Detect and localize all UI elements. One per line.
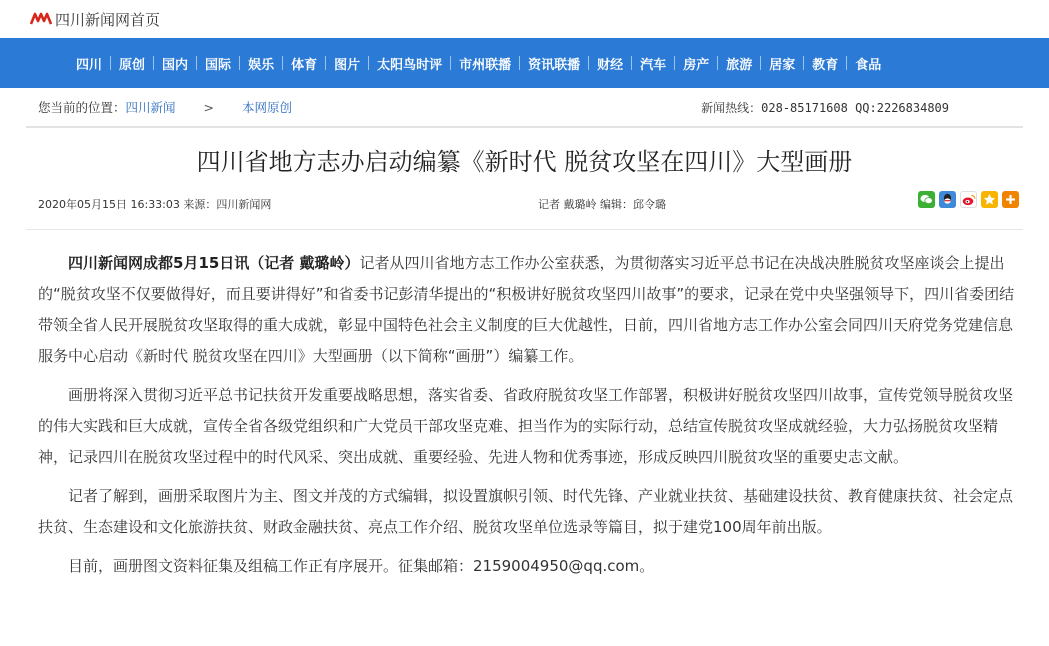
breadcrumb-bar (26, 88, 1023, 128)
nav-item-sports[interactable]: 体育 (291, 57, 318, 73)
publish-info: 2020年05月15日 16:33:03 来源：四川新闻网 (38, 198, 272, 211)
weibo-icon[interactable] (960, 191, 977, 208)
nav-item-domestic[interactable]: 国内 (162, 57, 189, 73)
nav-item-realestate[interactable]: 房产 (683, 57, 710, 73)
nav-item-finance[interactable]: 财经 (597, 57, 624, 73)
more-share-icon[interactable] (1002, 191, 1019, 208)
article-meta (26, 197, 1023, 230)
breadcrumb-separator-icon: > (203, 99, 215, 115)
paragraph-3: 记者了解到，画册采取图片为主、图文并茂的方式编辑，拟设置旗帜引领、时代先锋、产业就业扶贫、基础建设扶贫、教育健康扶贫、社会定点扶贫、生态建设和文化旅游扶贫、财政金融扶贫、亮点工作介绍、脱贫攻坚单位选录等篇目，拟于建党100周年前出版。 (38, 487, 1014, 536)
paragraph-2: 画册将深入贯彻习近平总书记扶贫开发重要战略思想，落实省委、省政府脱贫攻坚工作部署，积极讲好脱贫攻坚四川故事，宣传党领导脱贫攻坚的伟大实践和巨大成就，宣传全省各级党组织和广大党员干部攻坚克难、担当作为的实际行动，总结宣传脱贫攻坚成就经验，大力弘扬脱贫攻坚精神，记录四川在脱贫攻坚过程中的时代风采、突出成就、重要经验、先进人物和优秀事迹，形成反映四川脱贫攻坚的重要史志文献。 (38, 386, 1014, 466)
nav-item-original[interactable]: 原创 (119, 57, 146, 73)
nav-item-news-broadcast[interactable]: 资讯联播 (528, 57, 581, 73)
breadcrumb-link-original[interactable]: 本网原创 (242, 100, 293, 115)
news-hotline: 新闻热线：028-85171608 QQ:2226834809 (701, 100, 949, 115)
nav-item-international[interactable]: 国际 (205, 57, 232, 73)
qq-icon[interactable] (939, 191, 956, 208)
breadcrumb-link-sichuan-news[interactable]: 四川新闻 (125, 100, 176, 115)
main-nav (0, 38, 1049, 88)
nav-item-food[interactable]: 食品 (855, 57, 882, 73)
nav-item-travel[interactable]: 旅游 (726, 57, 753, 73)
nav-item-education[interactable]: 教育 (812, 57, 839, 73)
qzone-icon[interactable] (981, 191, 998, 208)
share-bar (918, 191, 1019, 208)
breadcrumb-prefix: 您当前的位置： (38, 100, 126, 115)
nav-item-commentary[interactable]: 太阳鸟时评 (377, 57, 443, 73)
article-title: 四川省地方志办启动编纂《新时代 脱贫攻坚在四川》大型画册 (196, 148, 853, 176)
nav-item-home[interactable]: 居家 (769, 57, 796, 73)
article-dateline: 四川新闻网成都5月15日讯（记者 戴璐岭） (68, 254, 360, 272)
nav-item-city-broadcast[interactable]: 市州联播 (459, 57, 512, 73)
nav-item-pictures[interactable]: 图片 (334, 57, 361, 73)
breadcrumb (26, 98, 292, 116)
top-bar (0, 0, 1049, 38)
wechat-icon[interactable] (918, 191, 935, 208)
paragraph-1-text: 记者从四川省地方志工作办公室获悉，为贯彻落实习近平总书记在决战决胜脱贫攻坚座谈会上提出的“脱贫攻坚不仅要做得好，而且要讲得好”和省委书记彭清华提出的“积极讲好脱贫攻坚四川故事”的要求，记录在党中央坚强领导下，四川省委团结带领全省人民开展脱贫攻坚取得的重大成就，彰显中国特色社会主义制度的巨大优越性，日前，四川省地方志工作办公室会同四川天府党务党建信息服务中心启动《新时代 脱贫攻坚在四川》大型画册（以下简称“画册”）编纂工作。 (38, 254, 1015, 365)
paragraph-4: 目前，画册图文资料征集及组稿工作正有序展开。征集邮箱：2159004950@qq.com。 (68, 557, 655, 575)
nav-item-auto[interactable]: 汽车 (640, 57, 667, 73)
site-home-link[interactable]: 四川新闻网首页 (55, 10, 161, 29)
article-body (0, 248, 1049, 582)
paragraph-1 (38, 248, 1017, 372)
nav-item-entertainment[interactable]: 娱乐 (248, 57, 275, 73)
site-logo-icon[interactable] (30, 12, 52, 26)
author-info: 记者 戴璐岭 编辑：邱令璐 (538, 198, 666, 211)
nav-item-sichuan[interactable]: 四川 (76, 57, 103, 73)
